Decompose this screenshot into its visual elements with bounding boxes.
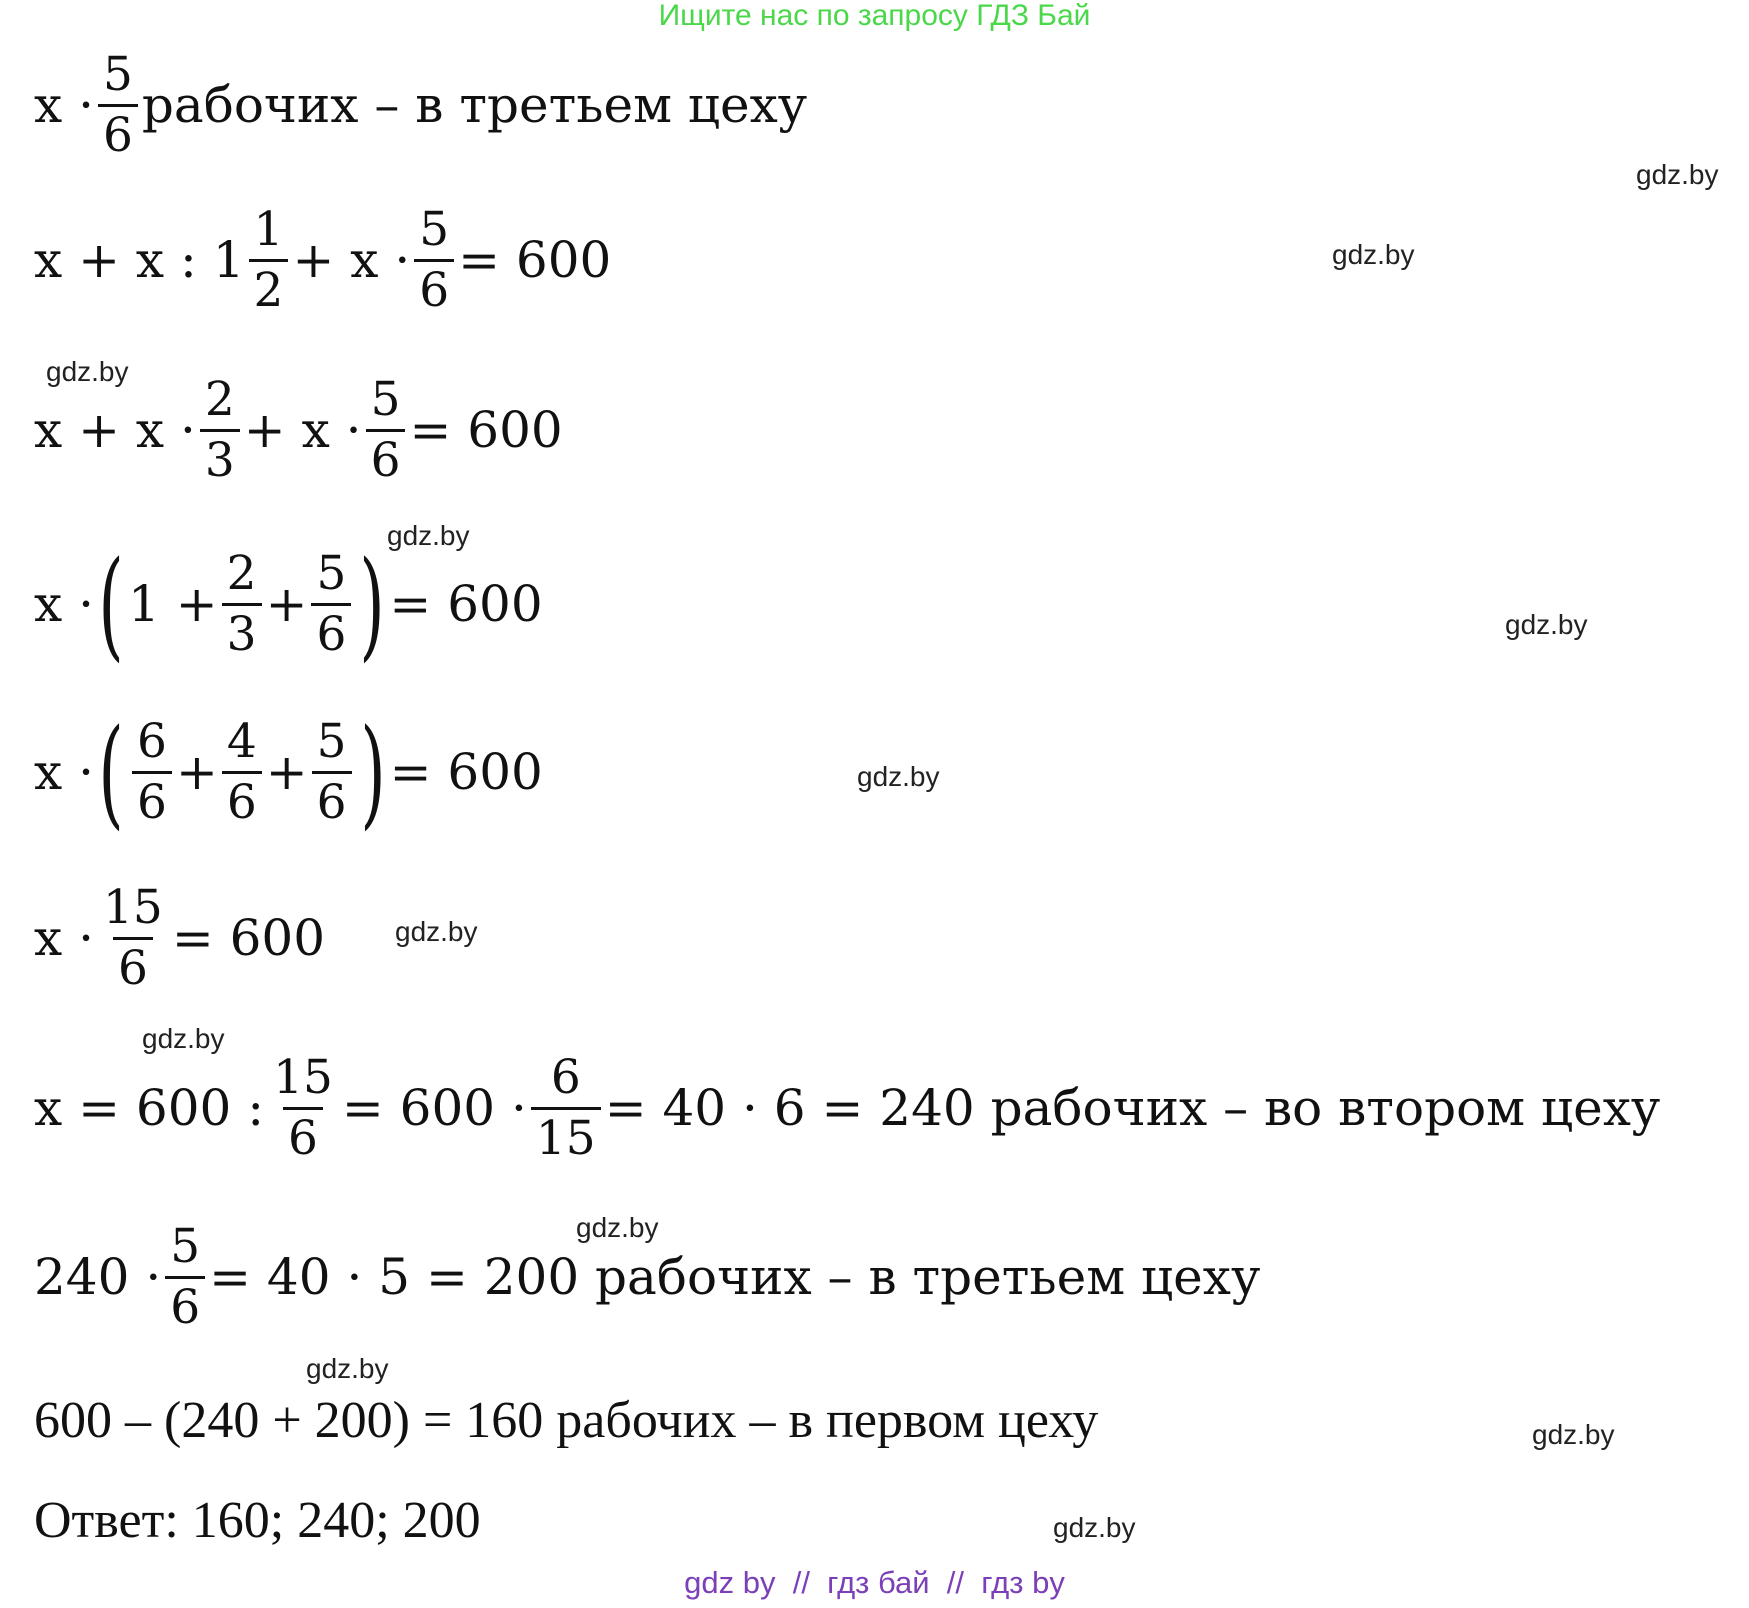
watermark: gdz.by	[387, 520, 470, 551]
solution-line-6	[34, 880, 326, 996]
expr-text: x ·	[34, 76, 94, 135]
denominator: 6	[222, 771, 262, 828]
numerator: 5	[419, 202, 450, 257]
solution-line-1	[34, 47, 808, 163]
denominator: 6	[132, 771, 172, 828]
numerator: 5	[316, 545, 347, 601]
expr-text: = 600	[389, 575, 543, 633]
fraction	[98, 880, 168, 996]
expr-text: = 40 · 5 = 200 рабочих – в третьем цеху	[209, 1248, 1261, 1307]
denominator: 2	[249, 259, 289, 316]
site-footer: gdz by // гдз бай // гдз by	[684, 1565, 1065, 1600]
expr-text: x ·	[34, 909, 94, 968]
expr-text: +	[265, 743, 308, 801]
expr-text: x = 600 :	[34, 1079, 265, 1138]
numerator: 2	[226, 545, 257, 601]
denominator: 6	[165, 1276, 205, 1333]
denominator: 6	[98, 104, 138, 161]
expr-text: = 600 ·	[341, 1079, 527, 1138]
fraction	[312, 713, 352, 830]
numerator: 15	[273, 1050, 333, 1105]
fraction	[200, 372, 240, 488]
expr-text: +	[265, 575, 308, 633]
numerator: 6	[550, 1050, 581, 1105]
expr-text: x + x ·	[34, 401, 196, 460]
expr-text: 240 ·	[34, 1248, 162, 1307]
fraction	[366, 372, 406, 488]
denominator: 3	[200, 429, 240, 486]
fraction	[222, 545, 262, 662]
denominator: 6	[113, 937, 153, 994]
expr-text: 1 +	[128, 575, 218, 633]
fraction	[531, 1050, 601, 1166]
denominator: 6	[414, 259, 454, 316]
numerator: 5	[316, 713, 347, 769]
expr-text: = 600	[409, 401, 563, 460]
solution-line-3	[34, 372, 563, 488]
denominator: 15	[531, 1107, 601, 1164]
solution-line-7	[34, 1050, 1661, 1166]
numerator: 5	[103, 47, 133, 102]
expr-text: + x ·	[243, 401, 362, 460]
watermark: gdz.by	[576, 1212, 659, 1243]
numerator: 5	[370, 372, 401, 427]
solution-line-2	[34, 202, 612, 318]
expr-text: = 600	[389, 743, 543, 801]
watermark: gdz.by	[857, 761, 940, 792]
watermark: gdz.by	[395, 916, 478, 947]
watermark: gdz.by	[1505, 609, 1588, 640]
watermark: gdz.by	[1053, 1512, 1136, 1543]
expr-text: x ·	[34, 743, 94, 801]
site-banner: Ищите нас по запросу ГДЗ Бай	[658, 0, 1091, 32]
numerator: 5	[170, 1219, 201, 1274]
fraction	[222, 713, 262, 830]
watermark: gdz.by	[46, 356, 129, 387]
watermark: gdz.by	[1532, 1419, 1615, 1450]
expr-text: = 600	[458, 231, 612, 290]
numerator: 6	[137, 713, 167, 769]
denominator: 3	[222, 603, 262, 660]
numerator: 15	[103, 880, 163, 935]
fraction	[165, 1219, 205, 1335]
expr-text: 600 – (240 + 200) = 160 рабочих – в первом цеху	[34, 1392, 1099, 1449]
expr-text: = 600	[171, 909, 326, 968]
numerator: 1	[253, 202, 284, 257]
expr-text: x ·	[34, 575, 94, 633]
left-paren: (	[98, 703, 124, 841]
denominator: 6	[283, 1107, 323, 1164]
fraction	[132, 713, 172, 830]
fraction	[249, 202, 289, 318]
expr-text: +	[175, 743, 218, 801]
watermark: gdz.by	[1332, 239, 1415, 270]
answer-text: Ответ: 160; 240; 200	[34, 1492, 481, 1549]
fraction	[414, 202, 454, 318]
denominator: 6	[311, 603, 351, 660]
expr-text: x + x : 1	[34, 231, 245, 290]
numerator: 2	[204, 372, 235, 427]
watermark: gdz.by	[306, 1353, 389, 1384]
watermark: gdz.by	[1636, 159, 1719, 190]
fraction	[311, 545, 351, 662]
denominator: 6	[312, 771, 352, 828]
right-paren: )	[359, 535, 386, 673]
expr-text: рабочих – в третьем цеху	[141, 76, 808, 135]
denominator: 6	[366, 429, 406, 486]
solution-line-5	[34, 703, 543, 841]
right-paren: )	[359, 703, 386, 841]
watermark: gdz.by	[142, 1023, 225, 1054]
expr-text: = 40 · 6 = 240 рабочих – во втором цеху	[604, 1079, 1661, 1138]
left-paren: (	[98, 535, 124, 673]
answer-line	[34, 1492, 481, 1549]
fraction	[98, 47, 138, 163]
solution-line-9	[34, 1392, 1099, 1449]
fraction	[268, 1050, 338, 1166]
numerator: 4	[226, 713, 257, 769]
expr-text: + x ·	[292, 231, 411, 290]
